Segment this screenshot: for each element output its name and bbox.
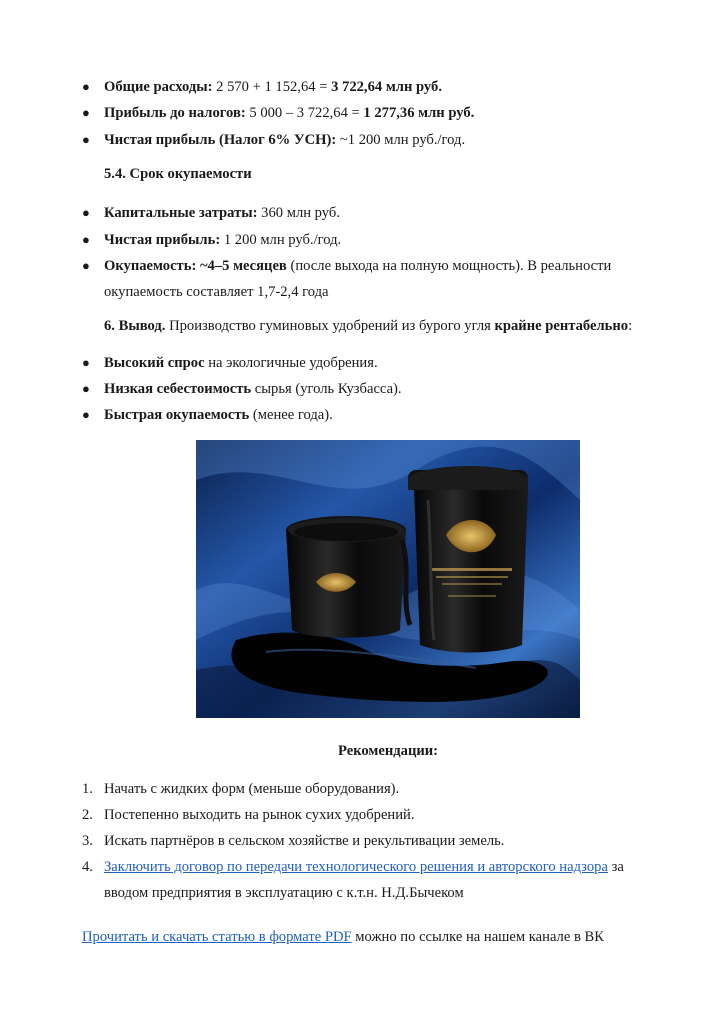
bullet-icon: ●: [82, 258, 90, 273]
footer-line: Прочитать и скачать статью в формате PDF можно по ссылке на нашем канале в ВК: [82, 929, 604, 945]
recommendation-item: Заключить договор по передачи технологического решения и авторского надзора за: [104, 859, 624, 875]
recommendation-item: Искать партнёров в сельском хозяйстве и рекультивации земель.: [104, 833, 505, 849]
payback-item: Окупаемость: ~4–5 месяцев (после выхода на полную мощность). В реальности: [104, 258, 612, 274]
list-number: 2.: [82, 807, 93, 823]
list-number: 1.: [82, 781, 93, 797]
conclusion-item: Низкая себестоимость сырья (уголь Кузбасса).: [104, 381, 402, 397]
payback-item: Чистая прибыль: 1 200 млн руб./год.: [104, 232, 342, 248]
finance-item: Прибыль до налогов: 5 000 – 3 722,64 = 1 277,36 млн руб.: [104, 105, 475, 121]
bullet-icon: ●: [82, 205, 90, 220]
payback-item-continuation: окупаемость составляет 1,7-2,4 года: [104, 284, 329, 300]
bullet-icon: ●: [82, 232, 90, 247]
bullet-icon: ●: [82, 407, 90, 422]
bullet-icon: ●: [82, 381, 90, 396]
section-heading: 5.4. Срок окупаемости: [104, 166, 252, 182]
recommendation-item: Начать с жидких форм (меньше оборудования).: [104, 781, 400, 797]
conclusion-item: Высокий спрос на экологичные удобрения.: [104, 355, 378, 371]
bullet-icon: ●: [82, 355, 90, 370]
finance-item: Общие расходы: 2 570 + 1 152,64 = 3 722,64 млн руб.: [104, 79, 442, 95]
product-photo: [196, 440, 580, 718]
list-number: 4.: [82, 859, 93, 875]
finance-item: Чистая прибыль (Налог 6% УСН): ~1 200 млн руб./год.: [104, 132, 466, 148]
payback-item: Капитальные затраты: 360 млн руб.: [104, 205, 340, 221]
bullet-icon: ●: [82, 79, 90, 94]
bullet-icon: ●: [82, 105, 90, 120]
pdf-download-link[interactable]: Прочитать и скачать статью в формате PDF: [82, 929, 352, 945]
bullet-icon: ●: [82, 132, 90, 147]
contract-link[interactable]: Заключить договор по передачи технологического решения и авторского надзора: [104, 859, 608, 875]
conclusion-item: Быстрая окупаемость (менее года).: [104, 407, 333, 423]
list-number: 3.: [82, 833, 93, 849]
recommendation-item-continuation: вводом предприятия в эксплуатацию с к.т.н. Н.Д.Бычеком: [104, 885, 464, 901]
recommendation-item: Постепенно выходить на рынок сухих удобрений.: [104, 807, 415, 823]
conclusion-paragraph: 6. Вывод. Производство гуминовых удобрений из бурого угля крайне рентабельно:: [104, 318, 633, 334]
recommendations-heading: Рекомендации:: [338, 743, 439, 759]
